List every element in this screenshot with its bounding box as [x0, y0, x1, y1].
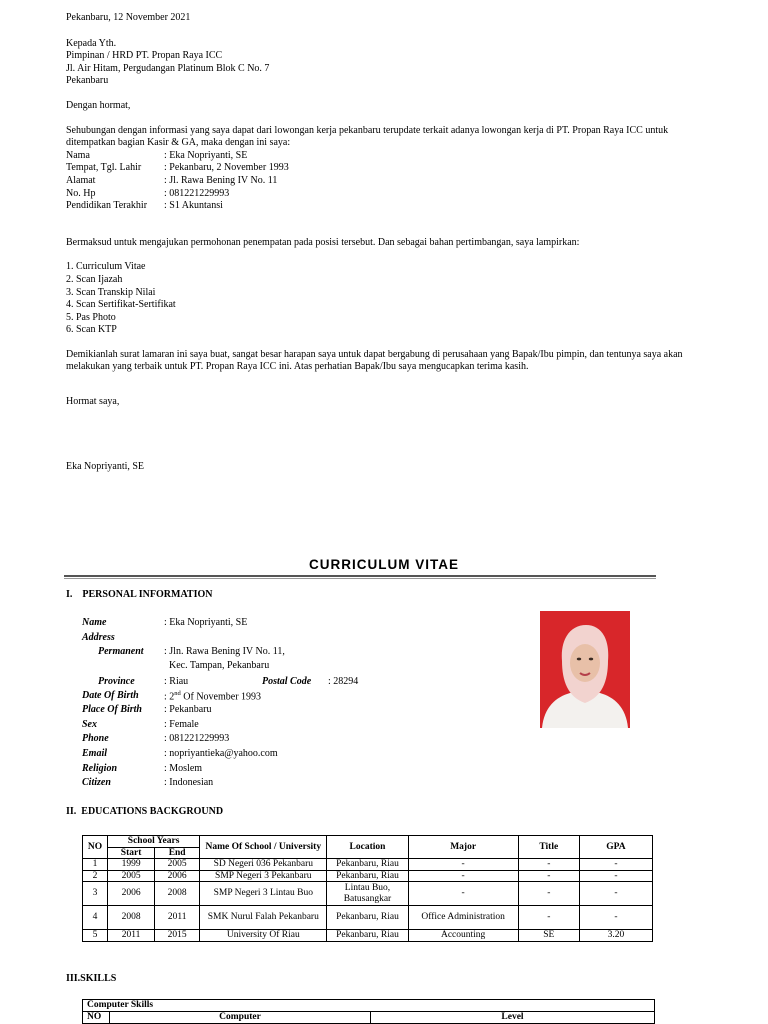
label-address: Address — [82, 632, 115, 643]
label-name: Name — [82, 617, 107, 628]
recipient-line: Pimpinan / HRD PT. Propan Raya ICC — [66, 50, 223, 62]
table-cell: SD Negeri 036 Pekanbaru — [200, 859, 327, 871]
recipient-line: Kepada Yth. — [66, 37, 117, 49]
col-computer: Computer — [110, 1012, 371, 1024]
table-cell: 2011 — [108, 930, 155, 942]
table-cell: - — [579, 870, 652, 882]
label-province: Province — [98, 676, 135, 687]
table-cell: 1 — [83, 859, 108, 871]
closing-paragraph: Demikianlah surat lamaran ini saya buat, sangat besar harapan saya untuk dapat bergabung di perusahaan yang Bapak/Ibu pimpin, dan tentunya saya akan melakukan yang terbaik untuk PT. Propan Raya ICC ini. Atas perhatian Bapak/Ibu saya mengucapkan terima kasih. — [66, 348, 683, 373]
table-cell: - — [518, 859, 579, 871]
col-location: Location — [327, 836, 408, 859]
table-cell: SE — [518, 930, 579, 942]
table-row — [83, 906, 653, 930]
col-gpa: GPA — [579, 836, 652, 859]
value-province: : Riau — [164, 676, 189, 687]
section-education-heading: II. EDUCATIONS BACKGROUND — [66, 806, 224, 817]
application-letter — [66, 12, 716, 473]
table-cell: Accounting — [408, 930, 518, 942]
table-cell: 4 — [83, 906, 108, 930]
attachment-item: 6. Scan KTP — [66, 324, 117, 336]
label-email: Email — [82, 748, 108, 759]
section-personal-heading: I. PERSONAL INFORMATION — [66, 589, 213, 600]
value-citizen: : Indonesian — [164, 777, 214, 788]
skills-caption: Computer Skills — [83, 1000, 655, 1012]
signature-name: Eka Nopriyanti, SE — [66, 460, 145, 472]
table-cell: SMP Negeri 3 Pekanbaru — [200, 870, 327, 882]
value-permanent-line2: Kec. Tampan, Pekanbaru — [169, 660, 270, 671]
recipient-line: Jl. Air Hitam, Pergudangan Platinum Blok C No. 7 — [66, 62, 270, 74]
label-religion: Religion — [82, 763, 118, 774]
col-school-name: Name Of School / University — [200, 836, 327, 859]
table-row — [83, 859, 653, 871]
table-cell: Office Administration — [408, 906, 518, 930]
recipient-line: Pekanbaru — [66, 75, 109, 87]
table-cell: - — [518, 882, 579, 906]
table-cell: - — [408, 859, 518, 871]
table-cell: 1999 — [108, 859, 155, 871]
value-phone: : 081221229993 — [164, 733, 230, 744]
table-cell: 2006 — [108, 882, 155, 906]
value-email: : nopriyantieka@yahoo.com — [164, 748, 278, 759]
label-pob: Place Of Birth — [82, 704, 142, 715]
table-cell: Pekanbaru, Riau — [327, 859, 408, 871]
detail-row: Pendidikan Terakhir : S1 Akuntansi — [66, 200, 223, 212]
education-table — [82, 835, 653, 942]
value-pob: : Pekanbaru — [164, 704, 212, 715]
col-level: Level — [371, 1012, 655, 1024]
attachment-item: 1. Curriculum Vitae — [66, 261, 146, 273]
greeting: Dengan hormat, — [66, 99, 131, 111]
attachment-item: 2. Scan Ijazah — [66, 273, 123, 285]
skills-caption-row — [83, 1000, 655, 1012]
table-cell: Pekanbaru, Riau — [327, 930, 408, 942]
label-phone: Phone — [82, 733, 109, 744]
label-dob: Date Of Birth — [82, 690, 139, 701]
col-title: Title — [518, 836, 579, 859]
value-religion: : Moslem — [164, 763, 203, 774]
detail-row: Nama : Eka Nopriyanti, SE — [66, 149, 248, 161]
value-postal-code: : 28294 — [328, 676, 359, 687]
label-permanent: Permanent — [98, 646, 144, 657]
value-name: : Eka Nopriyanti, SE — [164, 617, 248, 628]
col-end: End — [155, 847, 200, 859]
table-cell: - — [518, 906, 579, 930]
col-no: NO — [83, 836, 108, 859]
table-cell: Pekanbaru, Riau — [327, 870, 408, 882]
profile-photo — [540, 611, 630, 728]
label-citizen: Citizen — [82, 777, 111, 788]
label-postal-code: Postal Code — [262, 676, 312, 687]
table-header-row — [83, 836, 653, 848]
detail-row: Alamat : Jl. Rawa Bening IV No. 11 — [66, 174, 278, 186]
table-cell: 2005 — [108, 870, 155, 882]
section-skills-heading: III.SKILLS — [66, 973, 117, 984]
col-no: NO — [83, 1012, 110, 1024]
table-cell: 2005 — [155, 859, 200, 871]
title-divider — [64, 575, 656, 579]
skills-table — [82, 999, 655, 1024]
table-cell: University Of Riau — [200, 930, 327, 942]
col-major: Major — [408, 836, 518, 859]
place-date: Pekanbaru, 12 November 2021 — [66, 12, 191, 23]
table-cell: 3 — [83, 882, 108, 906]
col-start: Start — [108, 847, 155, 859]
table-row — [83, 882, 653, 906]
table-cell: SMK Nurul Falah Pekanbaru — [200, 906, 327, 930]
table-cell: SMP Negeri 3 Lintau Buo — [200, 882, 327, 906]
table-cell: 2008 — [155, 882, 200, 906]
attachment-item: 5. Pas Photo — [66, 311, 116, 323]
attachment-item: 3. Scan Transkip Nilai — [66, 286, 156, 298]
table-cell: - — [518, 870, 579, 882]
table-row — [83, 930, 653, 942]
col-school-years: School Years — [108, 836, 200, 848]
regards: Hormat saya, — [66, 396, 120, 408]
label-sex: Sex — [82, 719, 97, 730]
table-cell: 2008 — [108, 906, 155, 930]
table-cell: - — [408, 882, 518, 906]
table-cell: 2015 — [155, 930, 200, 942]
purpose-paragraph: Bermaksud untuk mengajukan permohonan penempatan pada posisi tersebut. Dan sebagai bahan pertimbangan, saya lampirkan: — [66, 236, 580, 248]
table-cell: Lintau Buo, Batusangkar — [327, 882, 408, 906]
table-cell: 5 — [83, 930, 108, 942]
intro-paragraph: Sehubungan dengan informasi yang saya dapat dari lowongan kerja pekanbaru terupdate terkait adanya lowongan kerja di PT. Propan Raya ICC untuk ditempatkan bagian Kasir & GA, maka dengan ini saya: — [66, 124, 669, 149]
table-cell: 2006 — [155, 870, 200, 882]
table-cell: - — [579, 906, 652, 930]
table-cell: 2 — [83, 870, 108, 882]
table-cell: - — [579, 882, 652, 906]
table-cell: - — [579, 859, 652, 871]
value-permanent-line1: : Jln. Rawa Bening IV No. 11, — [164, 646, 285, 657]
value-dob: : 2nd Of November 1993 — [164, 690, 262, 703]
detail-row: Tempat, Tgl. Lahir : Pekanbaru, 2 November 1993 — [66, 162, 289, 174]
table-cell: 3.20 — [579, 930, 652, 942]
person-portrait-icon — [540, 611, 630, 728]
detail-row: No. Hp : 081221229993 — [66, 187, 230, 199]
table-cell: 2011 — [155, 906, 200, 930]
cv-title: CURRICULUM VITAE — [309, 557, 459, 572]
value-sex: : Female — [164, 719, 199, 730]
table-cell: Pekanbaru, Riau — [327, 906, 408, 930]
attachment-item: 4. Scan Sertifikat-Sertifikat — [66, 299, 176, 311]
skills-header-row — [83, 1012, 655, 1024]
table-row — [83, 870, 653, 882]
table-cell: - — [408, 870, 518, 882]
